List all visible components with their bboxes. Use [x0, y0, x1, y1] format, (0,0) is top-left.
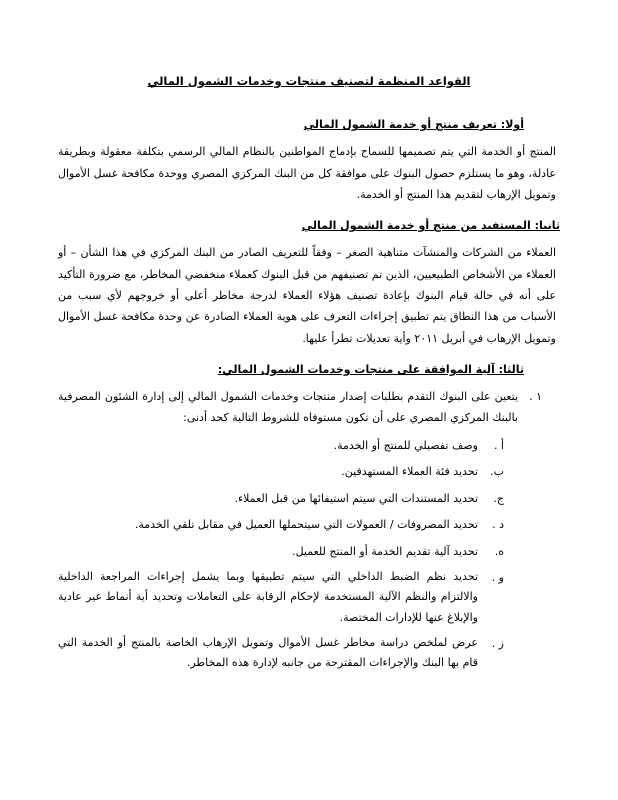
sub-list: [58, 435, 560, 674]
section-beneficiary: [58, 217, 560, 349]
list-item-marker: ١ .: [529, 389, 542, 403]
list-item: [58, 541, 560, 562]
page-title: القواعد المنظمة لتصنيف منتجات وخدمات الشمول المالي: [147, 74, 471, 88]
list-item-marker: ج.: [493, 491, 504, 505]
section-paragraph-beneficiary: العملاء من الشركات والمنشآت متناهية الصغر – وفقاً للتعريف الصادر من البنك المركزي في هذا الشأن – أو العملاء من الأشخاص الطبيعيين، الذين تم تصنيفهم من قبل البنوك كعملاء منخفضي المخاطر، مع ضرورة التأكيد على أنه في حالة قيام البنوك بإعادة تصنيف هؤلاء العملاء لدرجة مخاطر أعلى أو خروجهم لأي سبب من الأسباب من هذا النطاق يتم تطبيق إجراءات التعرف على هوية العملاء الصادرة عن وحدة مكافحة غسل الأموال وتمويل الإرهاب في أبريل ٢٠١١ وأية تعديلات تطرأ عليها.: [58, 246, 556, 345]
list-item-text: يتعين على البنوك التقدم بطلبات إصدار منتجات وخدمات الشمول المالي إلى إدارة الشئون المصرفية بالبنك المركزي المصري على أن تكون مستوفاه للشروط التالية كحد أدنى:: [58, 389, 518, 425]
section-heading-definition: أولا: تعريف منتج أو خدمة الشمول المالي: [303, 118, 524, 132]
list-item-text: تحديد نظم الضبط الداخلي التي سيتم تطبيقها وبما يشمل إجراءات المراجعة الداخلية والالتزام والنظم الآلية المستخدمة لإحكام الرقابة على التعاملات وتحديد أية أنماط غير عادية والإبلاغ عنها للإدارات المختصة.: [58, 570, 478, 624]
section-definition: [58, 116, 560, 205]
list-item: [58, 386, 560, 429]
list-item-text: تحديد فئة العملاء المستهدفين.: [341, 465, 478, 479]
list-item: [58, 488, 560, 509]
list-item-text: تحديد آلية تقديم الخدمة أو المنتج للعميل.: [292, 544, 478, 558]
list-item-marker: د .: [492, 518, 504, 532]
section-approval-mechanism: [58, 361, 560, 673]
section-paragraph-definition: المنتج أو الخدمة التي يتم تصميمها للسماح بإدماج المواطنين بالنظام المالي الرسمي بتكلفة معقولة وبطريقة عادلة، وهو ما يستلزم حصول البنوك على موافقة كل من البنك المركزي المصري ووحدة مكافحة غسل الأموال وتمويل الإرهاب لتقديم هذا المنتج أو الخدمة.: [58, 145, 556, 201]
list-item: [58, 567, 560, 628]
list-item-text: عرض لملخص دراسة مخاطر غسل الأموال وتمويل الإرهاب الخاصة بالمنتج أو الخدمة التي قام بها البنك والإجراءات المقترحة من جانبه لإدارة هذه المخاطر.: [58, 636, 478, 670]
list-item: [58, 461, 560, 482]
list-item-marker: ز .: [491, 637, 504, 651]
list-item-text: تحديد المستندات التي سيتم استيفائها من قبل العملاء.: [234, 491, 478, 505]
list-item: [58, 435, 560, 456]
list-item-marker: و .: [491, 571, 504, 585]
list-item-marker: ب.: [490, 465, 504, 479]
list-item-text: وصف تفصيلي للمنتج أو الخدمة.: [333, 438, 478, 452]
section-heading-beneficiary: ثانيا: المستفيد من منتج أو خدمة الشمول المالي: [301, 219, 560, 233]
list-item: [58, 633, 560, 674]
section-heading-approval-mechanism: ثالثا: آلية الموافقة على منتجات وخدمات الشمول المالي:: [217, 363, 524, 377]
list-item: [58, 514, 560, 535]
list-item-marker: ه.: [494, 544, 504, 558]
numbered-list: [58, 386, 560, 674]
list-item-text: تحديد المصروفات / العمولات التي سيتحملها العميل في مقابل تلقي الخدمة.: [134, 518, 478, 532]
list-item-marker: أ .: [493, 438, 504, 452]
